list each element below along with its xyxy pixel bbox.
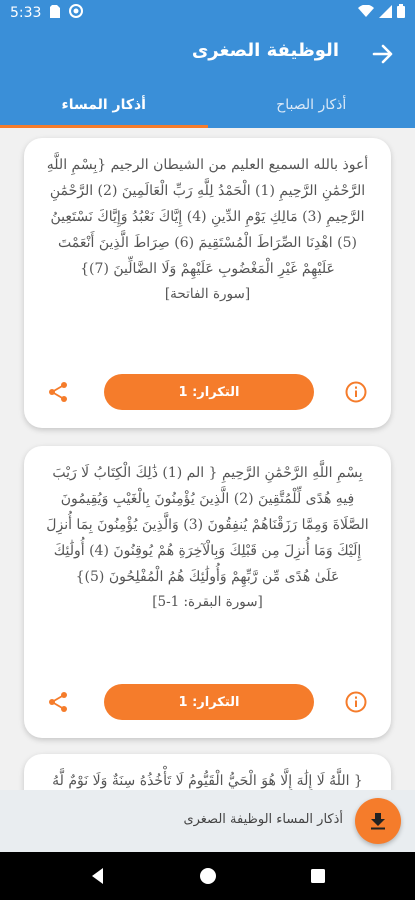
dhikr-text: أعوذ بالله السميع العليم من الشيطان الرجيم {بِسْمِ اللَّهِ الرَّحْمَٰنِ الرَّحِيمِ (1) الْحَمْدُ لِلَّهِ رَبِّ الْعَالَمِينَ (2) الرَّحْمَٰنِ الرَّحِيمِ (3) مَالِكِ يَوْمِ الدِّينِ (4) إِيَّاكَ نَعْبُدُ وَإِيَّاكَ نَسْتَعِينُ (5) اهْدِنَا الصِّرَاطَ الْمُسْتَقِيمَ (6) صِرَاطَ الَّذِينَ أَنْعَمْتَ عَلَيْهِمْ غَيْرِ الْمَغْضُوبِ عَلَيْهِمْ وَلَا الضَّالِّينَ (7)} [46, 157, 369, 277]
repeat-counter-button[interactable]: التكرار: 1 [104, 374, 314, 410]
share-button[interactable] [44, 688, 72, 716]
system-nav-bar [0, 852, 415, 900]
vpn-icon [69, 4, 83, 22]
page-title: الوظيفة الصغرى [191, 40, 339, 61]
home-circle-icon [199, 867, 217, 885]
banner-title: أذكار المساء الوظيفة الصغرى [183, 812, 343, 827]
dhikr-source: [سورة الفاتحة] [164, 286, 251, 302]
tab-evening-adhkar[interactable]: أذكار المساء [0, 82, 208, 128]
dhikr-card [24, 138, 391, 428]
battery-icon [397, 4, 405, 22]
app-bar [0, 26, 415, 82]
back-triangle-icon [89, 867, 107, 885]
info-button[interactable] [343, 379, 369, 405]
back-button[interactable] [369, 40, 397, 68]
nav-recents-button[interactable] [308, 866, 328, 886]
dhikr-source: [سورة البقرة: 1-5] [152, 594, 263, 610]
dhikr-text: بِسْمِ اللَّهِ الرَّحْمَٰنِ الرَّحِيمِ { الم (1) ذَٰلِكَ الْكِتَابُ لَا رَيْبَ فِيهِ هُدًى لِّلْمُتَّقِينَ (2) الَّذِينَ يُؤْمِنُونَ بِالْغَيْبِ وَيُقِيمُونَ الصَّلَاةَ وَمِمَّا رَزَقْنَاهُمْ يُنفِقُونَ (3) وَالَّذِينَ يُؤْمِنُونَ بِمَا أُنزِلَ إِلَيْكَ وَمَا أُنزِلَ مِن قَبْلِكَ وَبِالْآخِرَةِ هُمْ يُوقِنُونَ (4) أُولَٰئِكَ عَلَىٰ هُدًى مِّن رَّبِّهِمْ وَأُولَٰئِكَ هُمُ الْمُفْلِحُونَ (5)} [46, 465, 369, 585]
tab-morning-adhkar[interactable]: أذكار الصباح [276, 97, 347, 113]
share-icon [47, 381, 69, 403]
tab-bar [0, 82, 415, 128]
adhkar-list[interactable] [0, 128, 415, 790]
card-actions [24, 374, 391, 410]
dhikr-card [24, 754, 391, 790]
signal-icon [379, 5, 392, 22]
dhikr-card [24, 446, 391, 738]
info-icon [345, 691, 367, 713]
repeat-counter-button[interactable]: التكرار: 1 [104, 684, 314, 720]
nav-back-button[interactable] [88, 866, 108, 886]
nav-home-button[interactable] [198, 866, 218, 886]
sim-icon [50, 5, 60, 22]
dhikr-text: { اللَّهُ لَا إِلَٰهَ إِلَّا هُوَ الْحَيُّ الْقَيُّومُ لَا تَأْخُذُهُ سِنَةٌ وَلَا نَوْمٌ لَّهُ [52, 773, 363, 789]
status-bar [0, 0, 415, 26]
share-icon [47, 691, 69, 713]
wifi-icon [358, 5, 374, 21]
download-icon [368, 811, 388, 831]
now-playing-banner [0, 790, 415, 852]
recents-square-icon [310, 868, 326, 884]
info-button[interactable] [343, 689, 369, 715]
status-time: 5:33 [10, 5, 42, 21]
arrow-forward-icon [372, 43, 394, 65]
info-icon [345, 381, 367, 403]
card-actions [24, 684, 391, 720]
share-button[interactable] [44, 378, 72, 406]
download-button[interactable] [355, 798, 401, 844]
